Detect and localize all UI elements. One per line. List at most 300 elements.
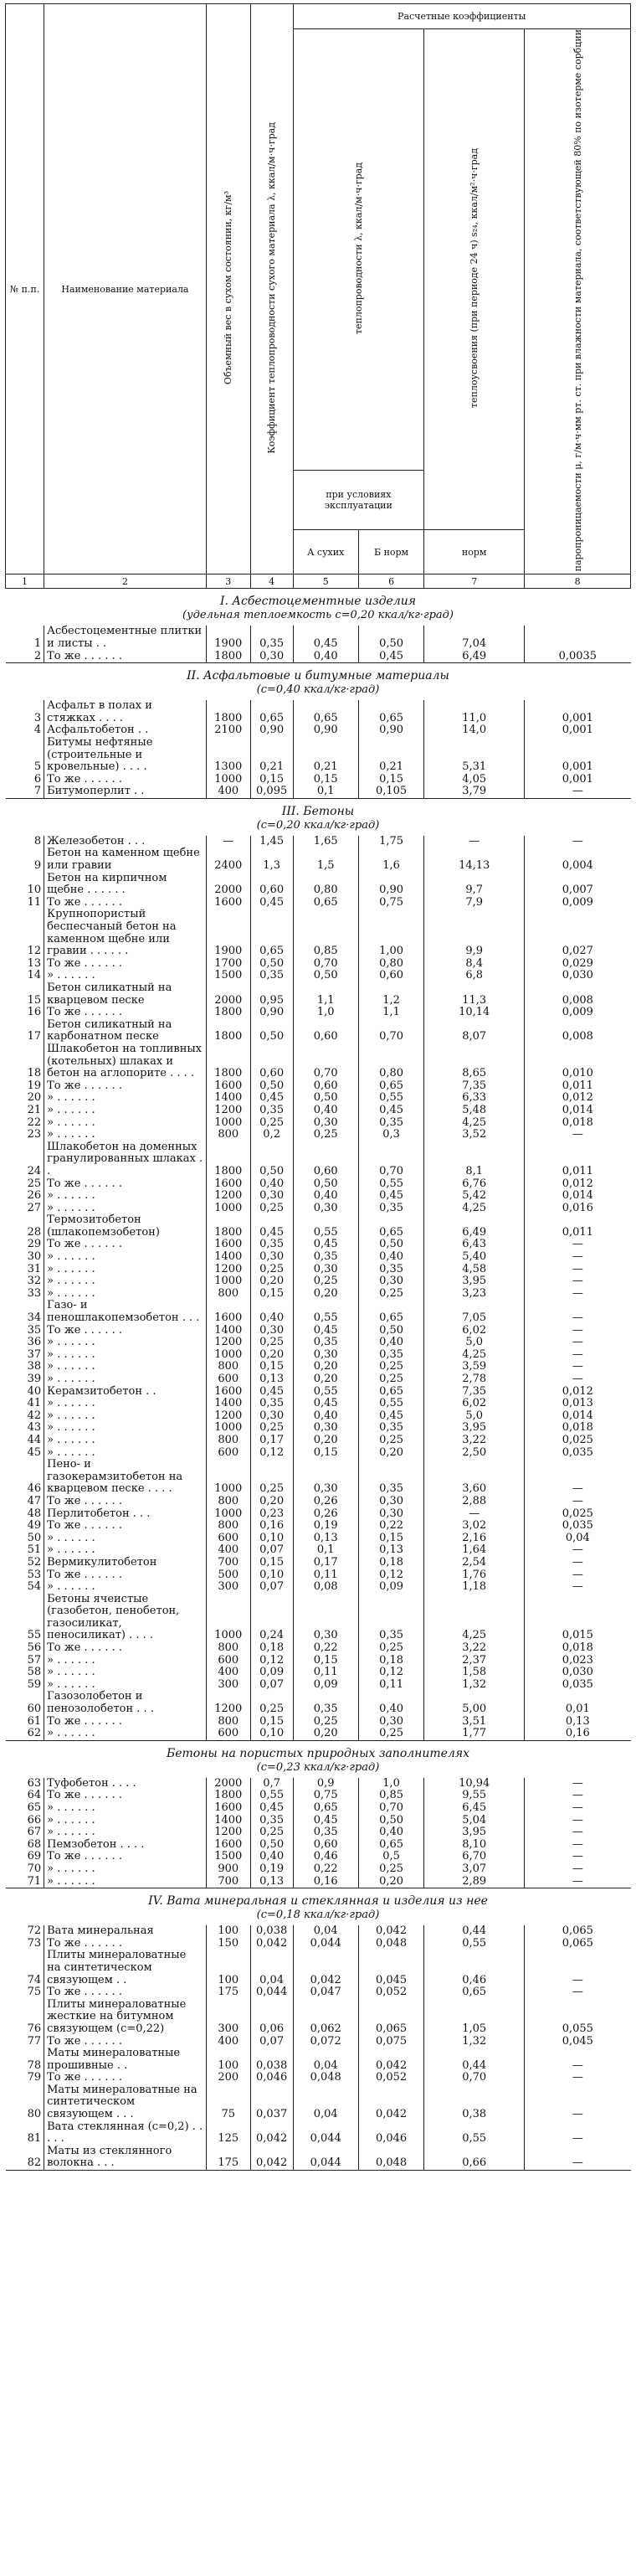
dry-conductivity: 0,35 — [250, 1815, 293, 1827]
density: 1000 — [206, 1275, 250, 1288]
dry-conductivity: 0,30 — [250, 1251, 293, 1264]
conductivity-b: 1,2 — [358, 982, 423, 1007]
dry-conductivity: 0,50 — [250, 1080, 293, 1093]
material-name: То же . . . . . . — [44, 1239, 207, 1251]
vapor-permeability: — — [572, 1275, 583, 1288]
heat-absorption: 7,05 — [424, 1300, 525, 1324]
header-dry-conductivity: Коэффициент теплопроводности сухого материала λ, ккал/м·ч·град — [250, 4, 293, 574]
row-number: 74 — [6, 1950, 44, 1986]
row-number: 55 — [6, 1594, 44, 1642]
table-row — [6, 1007, 631, 1019]
vapor-permeability: 0,030 — [562, 969, 593, 982]
conductivity-a: 0,11 — [293, 1667, 358, 1679]
heat-absorption: 10,94 — [424, 1778, 525, 1790]
dry-conductivity: 0,095 — [250, 786, 293, 798]
row-number: 35 — [6, 1325, 44, 1337]
vapor-permeability: — — [572, 1850, 583, 1863]
conductivity-a: 0,04 — [293, 2084, 358, 2121]
density: 1800 — [206, 1043, 250, 1080]
material-name: » . . . . . . — [44, 1105, 207, 1117]
conductivity-a: 0,13 — [293, 1533, 358, 1545]
material-name: Бетон силикатный на карбонатном песке — [44, 1019, 207, 1043]
heat-absorption: 14,13 — [424, 848, 525, 872]
vapor-permeability: — — [572, 1238, 583, 1251]
conductivity-a: 0,30 — [293, 1203, 358, 1215]
dry-conductivity: 0,15 — [250, 1288, 293, 1301]
conductivity-b: 0,25 — [358, 1361, 423, 1373]
heat-absorption: 3,60 — [424, 1459, 525, 1496]
section-subtitle-row — [6, 609, 631, 626]
density: 600 — [206, 1655, 250, 1667]
table-row — [6, 1398, 631, 1410]
conductivity-a: 0,85 — [293, 909, 358, 957]
table-row — [6, 786, 631, 798]
conductivity-a: 0,11 — [293, 1569, 358, 1582]
conductivity-b: 0,35 — [358, 1459, 423, 1496]
table-row — [6, 1190, 631, 1203]
header-conditions: при условиях эксплуатации — [293, 471, 424, 530]
heat-absorption: 8,10 — [424, 1839, 525, 1852]
header-cond-a: А сухих — [293, 530, 358, 574]
table-row — [6, 700, 631, 724]
material-name: Пемзобетон . . . . — [44, 1839, 207, 1852]
material-name: Перлитобетон . . . — [44, 1508, 207, 1521]
row-number: 47 — [6, 1496, 44, 1508]
heat-absorption: 4,25 — [424, 1117, 525, 1130]
density: 1400 — [206, 1815, 250, 1827]
heat-absorption: 2,89 — [424, 1876, 525, 1888]
conductivity-b: 0,35 — [358, 1594, 423, 1642]
dry-conductivity: 0,25 — [250, 1264, 293, 1276]
conductivity-b: 0,90 — [358, 724, 423, 737]
vapor-permeability: 0,013 — [562, 1397, 593, 1410]
table-row — [6, 1802, 631, 1815]
conductivity-a: 0,22 — [293, 1642, 358, 1655]
vapor-permeability: — — [572, 1801, 583, 1814]
material-name: » . . . . . . — [44, 970, 207, 982]
heat-absorption: 11,0 — [424, 700, 525, 724]
material-name: » . . . . . . — [44, 1092, 207, 1105]
conductivity-a: 0,55 — [293, 1214, 358, 1239]
material-name: Бетон на кирпичном щебне . . . . . . — [44, 873, 207, 897]
row-number: 66 — [6, 1815, 44, 1827]
density: 1300 — [206, 737, 250, 774]
heat-absorption: 8,1 — [424, 1141, 525, 1178]
table-row — [6, 626, 631, 650]
conductivity-a: 0,60 — [293, 1141, 358, 1178]
vapor-permeability: — — [572, 1776, 583, 1790]
dry-conductivity: 0,60 — [250, 1043, 293, 1080]
vapor-permeability: — — [572, 1973, 583, 1986]
material-name: То же . . . . . . — [44, 774, 207, 786]
dry-conductivity: 0,40 — [250, 1300, 293, 1324]
material-name: Шлакобетон на доменных гранулированных шлаках . . — [44, 1141, 207, 1178]
table-row — [6, 1655, 631, 1667]
conductivity-a: 0,55 — [293, 1386, 358, 1399]
conductivity-b: 0,13 — [358, 1544, 423, 1557]
conductivity-b: 0,70 — [358, 1141, 423, 1178]
vapor-permeability: — — [572, 1813, 583, 1826]
heat-absorption: 6,02 — [424, 1325, 525, 1337]
conductivity-b: 0,65 — [358, 700, 423, 724]
row-number: 67 — [6, 1826, 44, 1839]
heat-absorption: 0,38 — [424, 2084, 525, 2121]
vapor-permeability: — — [572, 1580, 583, 1594]
density: 1200 — [206, 1190, 250, 1203]
row-number: 62 — [6, 1728, 44, 1740]
material-name: » . . . . . . — [44, 1337, 207, 1349]
table-row — [6, 1239, 631, 1251]
vapor-permeability: 0,001 — [562, 711, 593, 724]
heat-absorption: 7,35 — [424, 1080, 525, 1093]
row-number: 36 — [6, 1337, 44, 1349]
conductivity-a: 0,45 — [293, 1398, 358, 1410]
density: 1800 — [206, 1214, 250, 1239]
row-number: 2 — [6, 651, 44, 663]
material-name: » . . . . . . — [44, 1533, 207, 1545]
conductivity-a: 0,50 — [293, 970, 358, 982]
conductivity-b: 0,55 — [358, 1092, 423, 1105]
density: 1600 — [206, 1178, 250, 1191]
material-name: » . . . . . . — [44, 1422, 207, 1435]
density: 400 — [206, 786, 250, 798]
conductivity-b: 0,55 — [358, 1398, 423, 1410]
row-number: 15 — [6, 982, 44, 1007]
conductivity-b: 0,35 — [358, 1349, 423, 1362]
dry-conductivity: 0,35 — [250, 970, 293, 982]
table-row — [6, 1581, 631, 1594]
section-title: Бетоны на пористых природных заполнителях — [166, 1746, 470, 1760]
material-name: Битумы нефтяные (строительные и кровельные) . . . . — [44, 737, 207, 774]
dry-conductivity: 1,45 — [250, 836, 293, 848]
density: 100 — [206, 1950, 250, 1986]
conductivity-a: 0,04 — [293, 1925, 358, 1938]
density: 100 — [206, 2048, 250, 2072]
row-number: 82 — [6, 2146, 44, 2171]
row-number: 80 — [6, 2084, 44, 2121]
material-name: » . . . . . . — [44, 1544, 207, 1557]
column-number: 4 — [250, 574, 293, 589]
row-number: 81 — [6, 2121, 44, 2146]
table-row — [6, 970, 631, 982]
row-number: 21 — [6, 1105, 44, 1117]
conductivity-b: 0,042 — [358, 1925, 423, 1938]
column-number: 1 — [6, 574, 44, 589]
material-name: Асфальт в полах и стяжках . . . . — [44, 700, 207, 724]
table-row — [6, 1080, 631, 1093]
density: 175 — [206, 2146, 250, 2171]
density: 1200 — [206, 1337, 250, 1349]
heat-absorption: 4,58 — [424, 1264, 525, 1276]
density: 600 — [206, 1533, 250, 1545]
heat-absorption: 11,3 — [424, 982, 525, 1007]
vapor-permeability: 0,011 — [562, 1225, 593, 1239]
material-name: » . . . . . . — [44, 1398, 207, 1410]
row-number: 44 — [6, 1435, 44, 1447]
material-name: Бетоны ячеистые (газобетон, пенобетон, газосиликат, пеносиликат) . . . . — [44, 1594, 207, 1642]
material-name: » . . . . . . — [44, 1117, 207, 1130]
dry-conductivity: 0,046 — [250, 2072, 293, 2084]
conductivity-a: 0,048 — [293, 2072, 358, 2084]
table-row — [6, 1826, 631, 1839]
row-number: 68 — [6, 1839, 44, 1852]
row-number: 25 — [6, 1178, 44, 1191]
dry-conductivity: 0,95 — [250, 982, 293, 1007]
conductivity-b: 0,042 — [358, 2048, 423, 2072]
dry-conductivity: 0,13 — [250, 1876, 293, 1888]
table-header — [6, 4, 631, 589]
header-name: Наименование материала — [44, 4, 207, 574]
density: 1900 — [206, 909, 250, 957]
density: 700 — [206, 1876, 250, 1888]
conductivity-b: 0,052 — [358, 1986, 423, 1999]
table-row — [6, 1019, 631, 1043]
material-name: То же . . . . . . — [44, 1790, 207, 1802]
column-number: 7 — [424, 574, 525, 589]
dry-conductivity: 0,45 — [250, 1386, 293, 1399]
table-row — [6, 1679, 631, 1692]
material-name: » . . . . . . — [44, 1435, 207, 1447]
density: 800 — [206, 1288, 250, 1301]
conductivity-b: 1,00 — [358, 909, 423, 957]
section-subtitle: (c=0,18 ккал/кг·град) — [256, 1909, 380, 1922]
conductivity-a: 0,60 — [293, 1080, 358, 1093]
table-row — [6, 1141, 631, 1178]
row-number: 60 — [6, 1691, 44, 1715]
material-name: » . . . . . . — [44, 1655, 207, 1667]
dry-conductivity: 0,20 — [250, 1349, 293, 1362]
dry-conductivity: 0,042 — [250, 2121, 293, 2146]
heat-absorption: 0,44 — [424, 1925, 525, 1938]
conductivity-a: 0,30 — [293, 1459, 358, 1496]
row-number: 29 — [6, 1239, 44, 1251]
conductivity-a: 0,20 — [293, 1728, 358, 1740]
dry-conductivity: 0,25 — [250, 1691, 293, 1715]
density: 100 — [206, 1925, 250, 1938]
density: 800 — [206, 1435, 250, 1447]
dry-conductivity: 0,90 — [250, 1007, 293, 1019]
heat-absorption: 5,04 — [424, 1815, 525, 1827]
vapor-permeability: — — [572, 1862, 583, 1875]
row-number: 57 — [6, 1655, 44, 1667]
row-number: 39 — [6, 1373, 44, 1386]
dry-conductivity: 0,19 — [250, 1863, 293, 1876]
material-name: Маты минераловатные на синтетическом связующем . . . — [44, 2084, 207, 2121]
column-number: 6 — [358, 574, 423, 589]
table-row — [6, 1508, 631, 1521]
row-number: 64 — [6, 1790, 44, 1802]
heat-absorption: 7,35 — [424, 1386, 525, 1399]
conductivity-a: 0,65 — [293, 897, 358, 909]
table-row — [6, 2121, 631, 2146]
vapor-permeability: 0,035 — [562, 1445, 593, 1459]
conductivity-a: 0,30 — [293, 1349, 358, 1362]
material-name: » . . . . . . — [44, 1876, 207, 1888]
vapor-permeability: 0,011 — [562, 1164, 593, 1177]
material-name: То же . . . . . . — [44, 1325, 207, 1337]
vapor-permeability: 0,023 — [562, 1653, 593, 1667]
dry-conductivity: 0,13 — [250, 1373, 293, 1386]
table-row — [6, 1435, 631, 1447]
density: 1000 — [206, 1349, 250, 1362]
row-number: 14 — [6, 970, 44, 982]
dry-conductivity: 0,25 — [250, 1422, 293, 1435]
conductivity-b: 0,25 — [358, 1435, 423, 1447]
heat-absorption: 6,33 — [424, 1092, 525, 1105]
vapor-permeability: 0,13 — [565, 1714, 590, 1728]
vapor-permeability: 0,045 — [562, 2034, 593, 2048]
vapor-permeability: — — [572, 2132, 583, 2146]
table-row — [6, 1938, 631, 1950]
heat-absorption: 10,14 — [424, 1007, 525, 1019]
vapor-permeability: — — [525, 786, 631, 798]
header-cond-b: Б норм — [358, 530, 423, 574]
density: 1000 — [206, 1203, 250, 1215]
vapor-permeability: — — [525, 2146, 631, 2171]
conductivity-a: 0,044 — [293, 2121, 358, 2146]
row-number: 30 — [6, 1251, 44, 1264]
row-number: 52 — [6, 1557, 44, 1569]
conductivity-b: 0,35 — [358, 1264, 423, 1276]
conductivity-a: 1,65 — [293, 836, 358, 848]
row-number: 12 — [6, 909, 44, 957]
conductivity-b: 0,048 — [358, 1938, 423, 1950]
vapor-permeability: 0,065 — [562, 1924, 593, 1938]
conductivity-b: 0,35 — [358, 1203, 423, 1215]
conductivity-b: 0,15 — [358, 774, 423, 786]
row-number: 27 — [6, 1203, 44, 1215]
vapor-permeability: 0,001 — [562, 772, 593, 786]
section-title-row — [6, 1740, 631, 1761]
conductivity-b: 0,065 — [358, 1999, 423, 2036]
conductivity-a: 0,15 — [293, 774, 358, 786]
vapor-permeability: 0,012 — [562, 1091, 593, 1105]
material-name: То же . . . . . . — [44, 2072, 207, 2084]
dry-conductivity: 0,20 — [250, 1275, 293, 1288]
conductivity-b: 0,35 — [358, 1422, 423, 1435]
conductivity-a: 0,25 — [293, 1129, 358, 1141]
heat-absorption: 2,37 — [424, 1655, 525, 1667]
material-name: То же . . . . . . — [44, 1851, 207, 1863]
vapor-permeability: — — [572, 1373, 583, 1385]
table-row — [6, 1925, 631, 1938]
table-row — [6, 1557, 631, 1569]
conductivity-b: 1,6 — [358, 848, 423, 872]
conductivity-a: 0,70 — [293, 958, 358, 971]
conductivity-b: 0,052 — [358, 2072, 423, 2084]
conductivity-b: 0,11 — [358, 1679, 423, 1692]
heat-absorption: 4,25 — [424, 1349, 525, 1362]
dry-conductivity: 0,50 — [250, 958, 293, 971]
table-row — [6, 1178, 631, 1191]
conductivity-b: 0,18 — [358, 1557, 423, 1569]
vapor-permeability: 0,010 — [562, 1067, 593, 1080]
conductivity-a: 0,30 — [293, 1594, 358, 1642]
dry-conductivity: 0,17 — [250, 1435, 293, 1447]
row-number: 38 — [6, 1361, 44, 1373]
heat-absorption: 6,43 — [424, 1239, 525, 1251]
vapor-permeability: — — [572, 1128, 583, 1141]
vapor-permeability: 0,008 — [562, 993, 593, 1007]
material-name: То же . . . . . . — [44, 1520, 207, 1533]
dry-conductivity: 0,15 — [250, 1716, 293, 1728]
conductivity-b: 0,3 — [358, 1129, 423, 1141]
vapor-permeability: — — [572, 2071, 583, 2084]
dry-conductivity: 0,10 — [250, 1569, 293, 1582]
table-row — [6, 1839, 631, 1852]
section-subtitle-row — [6, 1761, 631, 1778]
heat-absorption: 2,78 — [424, 1373, 525, 1386]
dry-conductivity: 0,09 — [250, 1667, 293, 1679]
heat-absorption: 3,95 — [424, 1826, 525, 1839]
row-number: 24 — [6, 1141, 44, 1178]
table-row — [6, 1275, 631, 1288]
table-row — [6, 2072, 631, 2084]
density: 200 — [206, 2072, 250, 2084]
table-row — [6, 909, 631, 957]
conductivity-a: 0,50 — [293, 1092, 358, 1105]
table-row — [6, 724, 631, 737]
row-number: 56 — [6, 1642, 44, 1655]
vapor-permeability: 0,065 — [562, 1936, 593, 1950]
conductivity-b: 0,45 — [358, 1105, 423, 1117]
material-name: То же . . . . . . — [44, 1178, 207, 1191]
material-name: Бетон на каменном щебне или гравии — [44, 848, 207, 872]
vapor-permeability: 0,029 — [562, 956, 593, 970]
conductivity-b: 0,12 — [358, 1667, 423, 1679]
conductivity-b: 0,25 — [358, 1288, 423, 1301]
conductivity-b: 0,70 — [358, 1802, 423, 1815]
section-subtitle: (c=0,23 ккал/кг·град) — [256, 1760, 380, 1774]
material-name: Шлакобетон на топливных (котельных) шлаках и бетон на аглопорите . . . . — [44, 1043, 207, 1080]
conductivity-b: 0,45 — [358, 1410, 423, 1423]
table-row — [6, 651, 631, 663]
table-row — [6, 1815, 631, 1827]
conductivity-a: 0,042 — [293, 1950, 358, 1986]
heat-absorption: 5,31 — [424, 737, 525, 774]
row-number: 78 — [6, 2048, 44, 2072]
heat-absorption: 9,7 — [424, 873, 525, 897]
conductivity-a: 0,15 — [293, 1447, 358, 1460]
dry-conductivity: 0,12 — [250, 1447, 293, 1460]
density: 1800 — [206, 1141, 250, 1178]
dry-conductivity: 0,25 — [250, 1337, 293, 1349]
dry-conductivity: 0,65 — [250, 909, 293, 957]
table-row — [6, 1349, 631, 1362]
dry-conductivity: 0,25 — [250, 1117, 293, 1130]
section-subtitle-row — [6, 819, 631, 836]
density: 1700 — [206, 958, 250, 971]
conductivity-b: 0,30 — [358, 1508, 423, 1521]
material-name: » . . . . . . — [44, 1203, 207, 1215]
material-name: » . . . . . . — [44, 1288, 207, 1301]
heat-absorption: 1,77 — [424, 1728, 525, 1740]
heat-absorption: 3,52 — [424, 1129, 525, 1141]
vapor-permeability: 0,025 — [562, 1507, 593, 1520]
table-row — [6, 774, 631, 786]
vapor-permeability: — — [572, 1789, 583, 1802]
table-row — [6, 1778, 631, 1790]
material-name: Газозолобетон и пенозолобетон . . . — [44, 1691, 207, 1715]
conductivity-a: 0,20 — [293, 1373, 358, 1386]
conductivity-b: 0,30 — [358, 1496, 423, 1508]
dry-conductivity: 0,12 — [250, 1655, 293, 1667]
density: 1400 — [206, 1092, 250, 1105]
conductivity-a: 1,1 — [293, 982, 358, 1007]
heat-absorption: — — [424, 836, 525, 848]
row-number: 3 — [6, 700, 44, 724]
density: 1200 — [206, 1410, 250, 1423]
